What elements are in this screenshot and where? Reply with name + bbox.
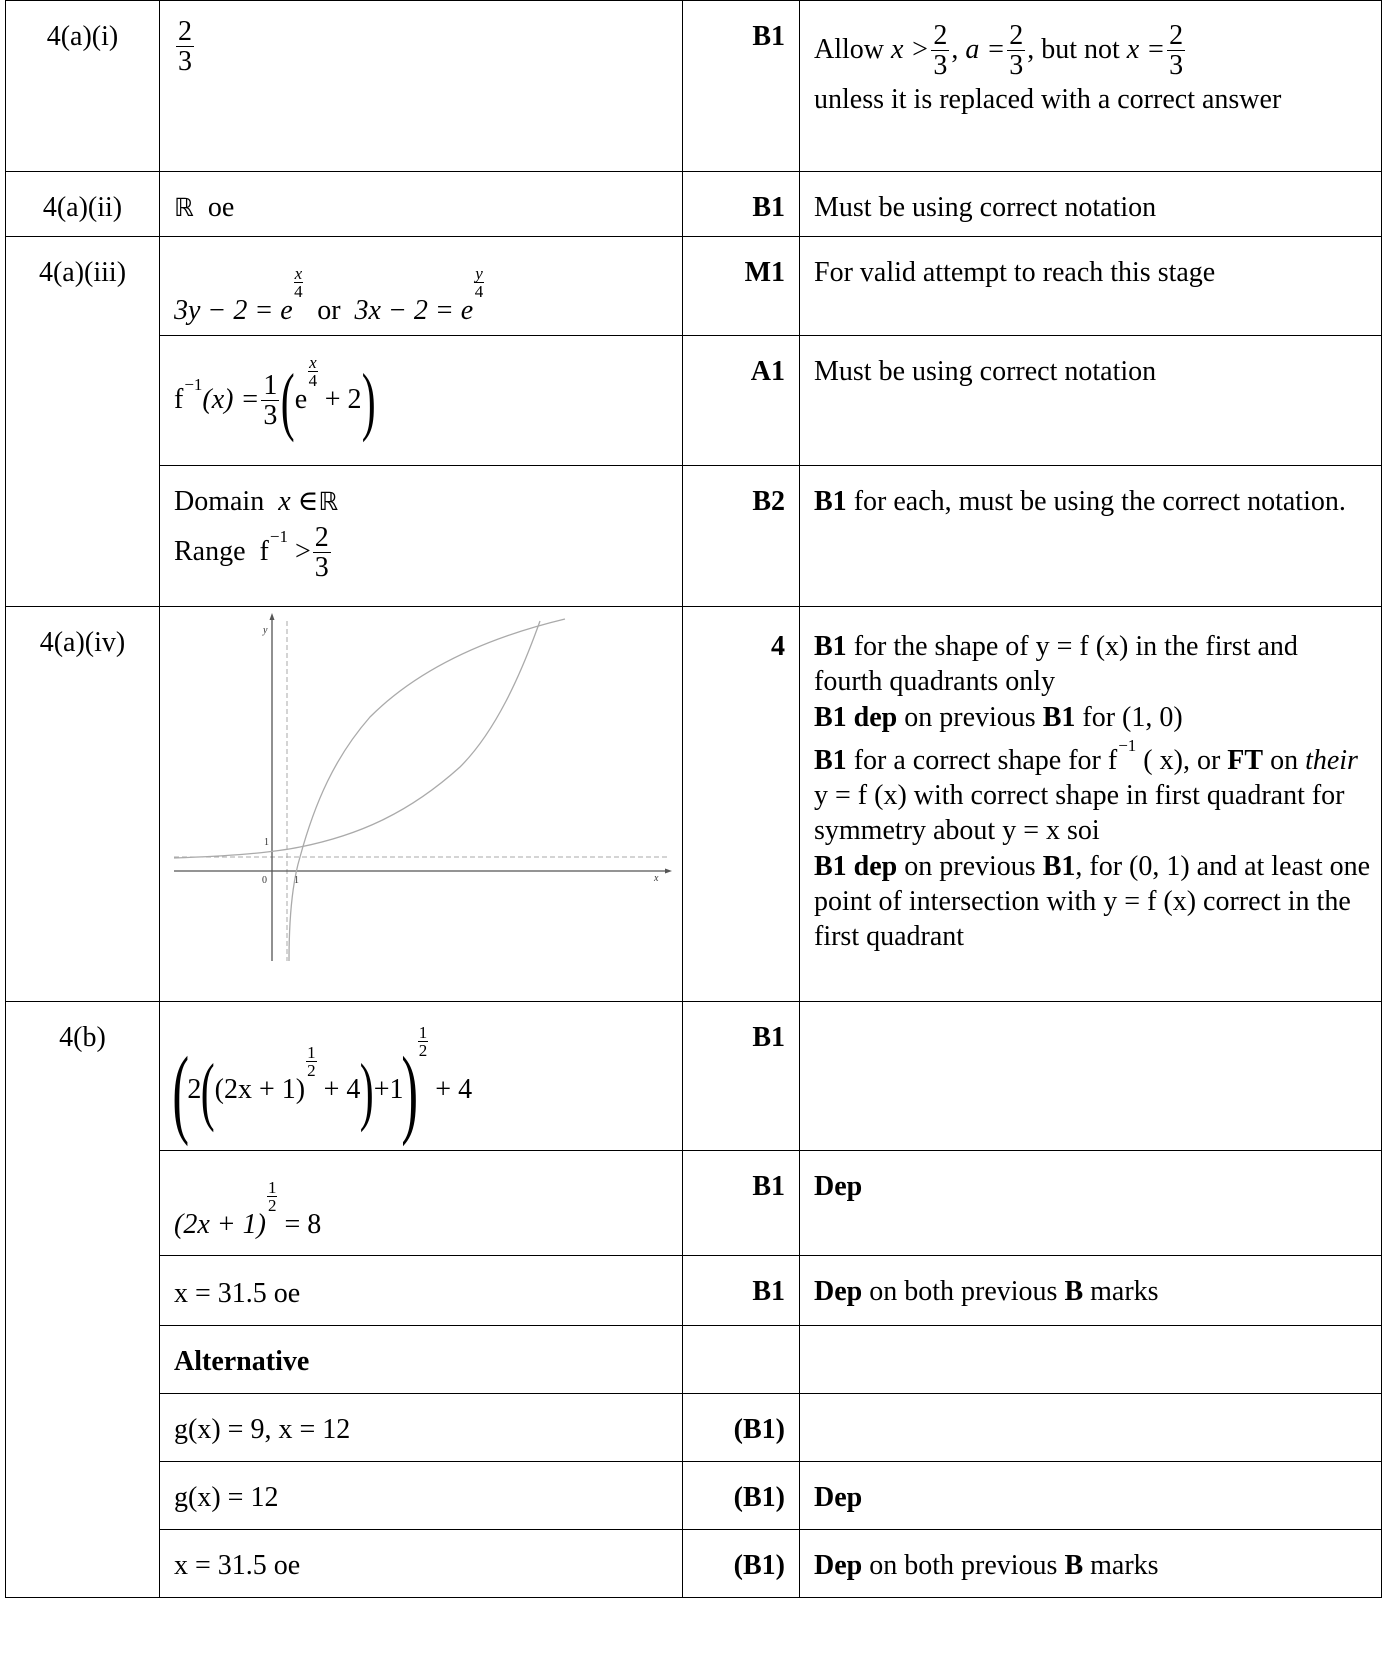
- curve-f: [289, 619, 565, 961]
- y-axis-label: y: [263, 625, 268, 636]
- answer-cell: (2x + 1) $\frac{1}{2}$ = 8: [160, 1151, 683, 1256]
- answer-cell: $f^{-1}(x)$ = $\frac{1}{3}$ (e $\frac{x}{4}$ + 2): [160, 336, 683, 466]
- table-row: [6, 172, 1382, 237]
- mark: A1: [683, 336, 800, 466]
- mark: B2: [683, 466, 800, 607]
- table-row: [6, 1151, 1382, 1256]
- mark: (B1): [683, 1462, 800, 1530]
- y-axis-arrow: [270, 613, 275, 620]
- mark: (B1): [683, 1394, 800, 1462]
- guidance-cell: [800, 1326, 1382, 1394]
- answer-cell: g(x) = 9, x = 12: [160, 1394, 683, 1462]
- question-number: 4(a)(iv): [6, 607, 160, 1002]
- mark: B1: [683, 172, 800, 237]
- y-intercept-label: 1: [264, 837, 269, 848]
- guidance-cell: Dep: [800, 1151, 1382, 1256]
- alternative-heading: Alternative: [160, 1326, 683, 1394]
- mark: B1: [683, 1, 800, 172]
- answer-cell: x = 31.5 oe: [160, 1530, 683, 1598]
- guidance-cell: For valid attempt to reach this stage: [800, 237, 1382, 336]
- answer-cell: (2((2x + 1) $\frac{1}{2}$ + 4)+1) $\frac{1}{2}$ + 4: [160, 1002, 683, 1151]
- table-row: [6, 1256, 1382, 1326]
- x-axis-label: x: [654, 873, 659, 884]
- question-number: 4(a)(iii): [6, 237, 160, 607]
- answer-cell: [160, 1, 683, 172]
- origin-label: 0: [262, 875, 267, 886]
- mark: (B1): [683, 1530, 800, 1598]
- table-row: [6, 1326, 1382, 1394]
- table-row: [6, 466, 1382, 607]
- answer-cell: Domain x ∈ℝ Range $f^{-1}$ > $\frac{2}{3}$: [160, 466, 683, 607]
- table-row: [6, 1002, 1382, 1151]
- mark: B1: [683, 1256, 800, 1326]
- table-row: [6, 1394, 1382, 1462]
- mark-scheme-table: [5, 0, 1382, 1598]
- table-row: [6, 336, 1382, 466]
- table-row: [6, 237, 1382, 336]
- guidance-cell: Allow x > $\frac{2}{3}$ , a = $\frac{2}{3}$ , but not x = $\frac{2}{3}$ unless it is replaced with a correct answer: [800, 1, 1382, 172]
- answer-cell: g(x) = 12: [160, 1462, 683, 1530]
- question-number: 4(a)(i): [6, 1, 160, 172]
- table-row: [6, 1462, 1382, 1530]
- mark: B1: [683, 1002, 800, 1151]
- mark: B1: [683, 1151, 800, 1256]
- table-row: [6, 1530, 1382, 1598]
- guidance-cell: Dep: [800, 1462, 1382, 1530]
- guidance-cell: B1 for each, must be using the correct notation.: [800, 466, 1382, 607]
- question-number: 4(a)(ii): [6, 172, 160, 237]
- question-number: 4(b): [6, 1002, 160, 1598]
- graph-cell: [160, 607, 683, 1002]
- table-row: [6, 607, 1382, 1002]
- guidance-cell: Must be using correct notation: [800, 172, 1382, 237]
- answer-cell: 3y − 2 = e $\frac{x}{4}$ or 3x − 2 = e $\frac{y}{4}$: [160, 237, 683, 336]
- curve-f-inverse: [174, 621, 540, 858]
- mark: M1: [683, 237, 800, 336]
- x-axis-arrow: [665, 869, 672, 874]
- x-intercept-label: 1: [294, 875, 299, 886]
- mark: [683, 1326, 800, 1394]
- guidance-cell: [800, 1394, 1382, 1462]
- mark: 4: [683, 607, 800, 1002]
- table-row: [6, 1, 1382, 172]
- guidance-cell: B1 for the shape of y = f (x) in the first and fourth quadrants only B1 dep on previous B1 for (1, 0) B1 for a correct shape for $f^{-1}$ ( x), or FT on their y = f (x) with correct shape in first quadrant for symmetry about y = x soi B1 dep on previous B1, for (0, 1) and at least one point of intersection with y = f (x) correct in the first quadrant: [800, 607, 1382, 1002]
- function-graph: [160, 607, 681, 992]
- answer-cell: ℝ oe: [160, 172, 683, 237]
- guidance-cell: [800, 1002, 1382, 1151]
- fraction: $\frac{2}{3}$: [178, 16, 192, 78]
- guidance-cell: Dep on both previous B marks: [800, 1256, 1382, 1326]
- guidance-cell: Must be using correct notation: [800, 336, 1382, 466]
- guidance-cell: Dep on both previous B marks: [800, 1530, 1382, 1598]
- answer-cell: x = 31.5 oe: [160, 1256, 683, 1326]
